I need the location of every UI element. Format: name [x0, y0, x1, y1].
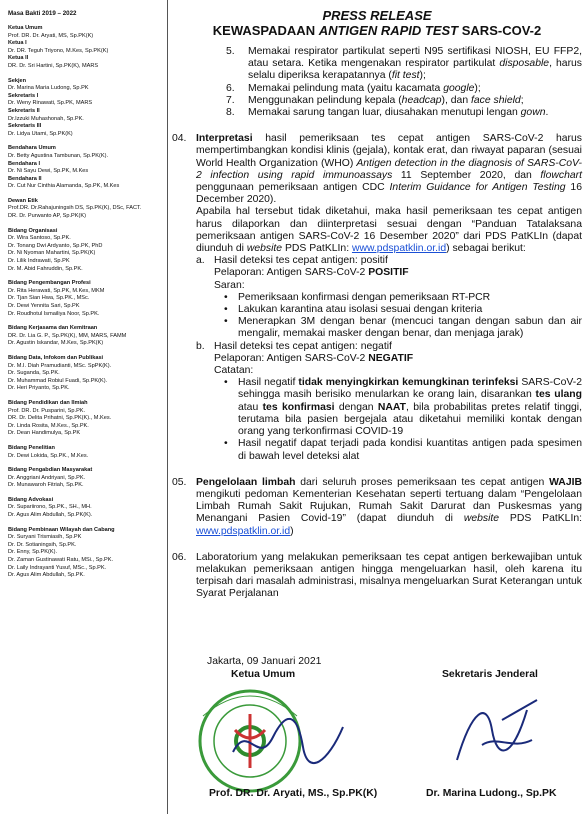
sidebar-group-title: Bidang Pengembangan Profesi — [8, 280, 91, 287]
sidebar-role: Sekretaris II — [8, 107, 40, 114]
sidebar-group — [8, 145, 167, 191]
doc-title: PRESS RELEASE — [322, 8, 432, 23]
sidebar-member: Dr. Betty Agustina Tambunan, Sp.PK(K). — [8, 152, 109, 159]
pdspatklin-link[interactable]: www.pdspatklin.or.id — [351, 243, 447, 255]
sidebar-group-title: Bidang Pendidikan dan Ilmiah — [8, 399, 88, 406]
sidebar-member: Dr. DR. Teguh Triyono, M.Kes, Sp.PK(K) — [8, 47, 109, 54]
signature-right — [442, 690, 552, 770]
sidebar-member: Dr. Lidya Utami, Sp.PK(K) — [8, 130, 73, 137]
sidebar-member: Dr. Suganda, Sp.PK. — [8, 370, 60, 377]
section-06: 06. Laboratorium yang melakukan pemeriksaan tes cepat antigen berkewajiban untuk melakukan pemeriksaan antigen hingga mengeluarkan hasil, oleh karena itu terpisah dari masalah administrasi, misalnya mengeluarkan Surat Keterangan untuk Syarat Perjalanan — [172, 551, 582, 600]
sidebar-group-title: Bidang Pembinaan Wilayah dan Cabang — [8, 526, 115, 533]
sidebar-group — [8, 228, 167, 274]
sidebar-member: Dr. Zaman Gustinawati Ratu, MSi., Sp.PK. — [8, 557, 114, 564]
sidebar-member: Dr. Lilik Indrawati, Sp.PK — [8, 258, 70, 265]
doc-subtitle: KEWASPADAAN ANTIGEN RAPID TEST SARS-COV-2 — [212, 23, 542, 38]
sidebar-group — [8, 400, 167, 438]
sidebar-member: Prof.DR. Dr.Rahajuningsih DS, Sp.PK(K), DSc, FACT. — [8, 205, 142, 212]
sidebar-group-title: Bidang Advokasi — [8, 496, 54, 503]
sidebar-member: DR. Dr. Sri Hartini, Sp.PK(K), MARS — [8, 62, 99, 69]
sidebar-role: Sekretaris III — [8, 123, 42, 130]
result-negative: b. Hasil deteksi tes cepat antigen: negatif Pelaporan: Antigen SARS-CoV-2 NEGATIF Catatan: — [196, 340, 414, 377]
sidebar-member: Dr. Dean Handimulya, Sp.PK — [8, 430, 81, 437]
sidebar-member: DR. Dr. Purwanto AP, Sp.PK(K) — [8, 213, 86, 220]
sidebar-group — [8, 355, 167, 393]
sidebar-group — [8, 325, 167, 348]
sidebar-board-list — [0, 0, 168, 814]
section-04-para2: Apabila hal tersebut tidak diketahui, maka hasil pemeriksaan tes cepat antigen harus dilaporkan dan diinterpretasi sesuai dengan “Panduan Tatalaksana pemeriksaan antigen SARS-CoV-2 16 Desember 2020” dari PDS PatKLIn (dapat diunduh di website PDS PatKLIn: www.pdspatklin.or.id) sebagai berikut: — [196, 206, 582, 255]
sidebar-member: Dr. Laily Indrayanti Yusuf, MSc., Sp.PK. — [8, 564, 107, 571]
signer-left-name: Prof. DR. Dr. Aryati, MS., Sp.PK(K) — [209, 788, 378, 799]
signer-right-name: Dr. Marina Ludong., Sp.PK — [426, 788, 557, 799]
list-item: • Menerapkan 3M dengan benar (mencuci tangan dengan sabun dan air mengalir, memakai masker dengan benar, dan menjaga jarak) — [224, 316, 582, 340]
sidebar-group-title: Dewan Etik — [8, 197, 38, 204]
list-item: 8. Memakai sarung tangan luar, diusahakan menutupi lengan gown. — [226, 107, 549, 119]
sidebar-member: Dr. Dewi Yennita Sari, Sp.PK — [8, 303, 80, 309]
sidebar-group — [8, 497, 167, 520]
list-item: • Pemeriksaan konfirmasi dengan pemeriksaan RT-PCR — [224, 291, 491, 303]
sidebar-member: Dr. Weny Rinawati, Sp.PK, MARS — [8, 100, 93, 107]
sidebar-member: Prof. DR. Dr. Aryati, MS, Sp.PK(K) — [8, 32, 94, 39]
sidebar-group-title: Bendahara Umum — [8, 145, 56, 152]
sidebar-member: Dr. Enny, Sp.PK(K). — [8, 549, 58, 556]
section-04: 04. Interpretasi hasil pemeriksaan tes cepat antigen SARS-CoV-2 harus mempertimbangkan kondisi klinis (gejala), kontak erat, dan riwayat paparan (sesuai World Health Organization (WHO) Antigen detection in the diagnosis of SARS-CoV-2 infection using rapid immunoassays 11 September 2020, dan flowchart penggunaan pemeriksaan antigen CDC Interim Guidance for Antigen Testing 16 December 2020). Apabila hal tersebut tidak diketahui, maka hasil pemeriksaan tes cepat antigen harus dilaporkan dan diinterpretasi sesuai dengan “Panduan Tatalaksana pemeriksaan antigen SARS-CoV-2 16 Desember 2020” dari PDS PatKLIn (dapat diunduh di website PDS PatKLIn: www.pdspatklin.or.id) sebagai berikut: a. Hasil deteksi tes cepat antigen: positif Pelaporan: Antigen SARS-CoV-2 POSITIF Saran: • Pemeriksaan konfirmasi dengan pemeriksaan RT-PCR • Lakukan karantina atau isolasi sesuai dengan kriteria • Menerapkan 3M dengan benar (mencuci tangan dengan sabun dan air mengalir, memakai masker dengan benar, dan menjaga jarak) b. Hasil deteksi tes cepat antigen: negatif Pelaporan: Antigen SARS-CoV-2 NEGATIF Catatan: • Hasil negatif tidak menyingkirkan kemungkinan terinfeksi SARS-CoV-2 sehingga masih berisiko menularkan ke orang lain, disarankan tes ulang atau tes konfirmasi dengan NAAT, bila probabilitas pretes relatif tinggi, terutama bila pasien bergejala atau diketahui memiliki kontak dengan orang yang terkonfirmasi COVID-19 • Hasil negatif dapat terjadi pada kondisi kuantitas antigen pada spesimen di bawah level deteksi alat — [172, 133, 583, 462]
sidebar-member: Dr. Cut Nur Cinthia Alamanda, Sp.PK, M.Kes — [8, 183, 120, 190]
sidebar-role: Bendahara I — [8, 160, 41, 167]
sidebar-header: Masa Bakti 2019 – 2022 — [8, 10, 77, 17]
sidebar-group-title: Bidang Penelitian — [8, 444, 55, 451]
role-right: Sekretaris Jenderal — [442, 669, 538, 680]
sidebar-member: Dr. Linda Rosita, M.Kes., Sp.PK. — [8, 422, 89, 429]
sidebar-member: Dr. Dewi Lokida, Sp.PK., M.Kes. — [8, 452, 89, 459]
sidebar-member: DR. Dr. Lia G. P., Sp.PK(K), MM, MARS, FAMM — [8, 332, 127, 339]
result-positive: a. Hasil deteksi tes cepat antigen: positif Pelaporan: Antigen SARS-CoV-2 POSITIF Saran: — [196, 255, 409, 291]
list-item: • Hasil negatif tidak menyingkirkan kemungkinan terinfeksi SARS-CoV-2 sehingga masih berisiko menularkan ke orang lain, disarankan tes ulang atau tes konfirmasi dengan NAAT, bila probabilitas pretes relatif tinggi, terutama bila pasien bergejala atau diketahui memiliki kontak dengan orang yang terkonfirmasi COVID-19 — [224, 377, 582, 438]
sidebar-member: Dr. Rita Herawati, Sp.PK, M.Kes, MKM — [8, 287, 105, 294]
role-left: Ketua Umum — [231, 669, 296, 680]
sidebar-group-title: Bidang Data, Infokom dan Publikasi — [8, 354, 104, 361]
sidebar-member: Dr. Heri Priyanto, Sp.PK. — [8, 385, 70, 392]
sidebar-group — [8, 280, 167, 318]
sidebar-member: Dr. Muhammad Robiul Fuadi, Sp.PK(K). — [8, 377, 108, 384]
sidebar-group — [8, 445, 167, 460]
sidebar-group — [8, 78, 167, 139]
sidebar-role: Sekretaris I — [8, 92, 39, 99]
sidebar-groups — [8, 25, 167, 580]
sidebar-member: Dr. Wira Santoso, Sp.PK. — [8, 235, 71, 242]
sidebar-member: Dr. Anggriani Andriyani, Sp.PK. — [8, 474, 86, 481]
sidebar-member: Dr. Munawaroh Fitriah, Sp.PK. — [8, 482, 84, 489]
sidebar-member: Dr. Tjan Sian Hwa, Sp.PK., MSc. — [8, 295, 90, 302]
sidebar-group — [8, 198, 167, 221]
sidebar-group — [8, 25, 167, 71]
sidebar-member: Dr. Agustin Iskandar, M.Kes, Sp.PK(K) — [8, 340, 104, 347]
section-05: 05. Pengelolaan limbah dari seluruh proses pemeriksaan tes cepat antigen WAJIB mengikuti pedoman Kementerian Kesehatan seperti tertuang dalam “Pengelolaan Limbah Rumah Sakit Rujukan, Rumah Sakit Darurat dan Puskesmas yang Menangani Pasien Covid-19” (dapat diunduh di website PDS PatKLIn: www.pdspatklin.or.id) — [172, 476, 582, 537]
sidebar-member: Dr. Tonang Dwi Ardyanto, Sp.PK, PhD — [8, 242, 103, 249]
sidebar-group-title: Sekjen — [8, 77, 27, 84]
sidebar-group — [8, 467, 167, 490]
sidebar-group-title: Ketua Umum — [8, 25, 43, 31]
list-item: 6. Memakai pelindung mata (yaitu kacamata google); — [226, 82, 481, 94]
list-item: • Hasil negatif dapat terjadi pada kondisi kuantitas antigen pada spesimen di bawah level deteksi alat — [224, 438, 582, 462]
sidebar-member: Dr. M. Abid Fahruddin, Sp.PK. — [8, 265, 83, 272]
list-item: 5. Memakai respirator partikulat seperti N95 sertifikasi NIOSH, EU FFP2, atau setara. Ketika mengenakan respirator partikulat disposable, harus selalu diperiksa kerapatannya (fit test); — [226, 46, 583, 82]
sidebar-member: Dr. Agus Alim Abdullah, Sp.PK. — [8, 572, 85, 579]
ppe-list — [172, 46, 582, 119]
sidebar-member: DR. Dr. Delita Prihatni, Sp.PK(K)., M.Kes. — [8, 415, 112, 422]
pdspatklin-link[interactable]: www.pdspatklin.or.id — [196, 525, 291, 537]
list-item: • Lakukan karantina atau isolasi sesuai dengan kriteria — [224, 304, 483, 316]
place-date: Jakarta, 09 Januari 2021 — [207, 656, 322, 667]
sidebar-member: Dr. Supariirono, Sp.PK., SH., MH. — [8, 504, 92, 511]
sidebar-role: Ketua II — [8, 55, 29, 62]
sidebar-role: Bendahara II — [8, 175, 42, 182]
sidebar-member: Dr. Marina Maria Ludong, Sp.PK — [8, 85, 89, 92]
sidebar-member: Dr. Ni Nyoman Mahartini, Sp.PK(K) — [8, 250, 96, 257]
sidebar-member: Dr. Ni Sayu Dewi, Sp.PK, M.Kes — [8, 168, 89, 175]
sidebar-role: Ketua I — [8, 40, 27, 47]
sidebar-group-title: Bidang Organisasi — [8, 227, 58, 234]
sidebar-group — [8, 527, 167, 580]
list-item: 7. Menggunakan pelindung kepala (headcap), dan face shield; — [226, 94, 524, 106]
sidebar-member: Prof. DR. Dr. Pusparini, Sp.PK. — [8, 407, 86, 414]
sidebar-member: Dr. M.I. Diah Pramudianti, MSc. SpPK(K). — [8, 362, 112, 369]
sidebar-member: Dr. Dr. Sotianingsih, Sp.PK. — [8, 541, 77, 548]
signature-left — [228, 712, 348, 772]
sidebar-member: Dr. Agus Alim Abdullah, Sp.PK(K). — [8, 512, 93, 519]
sidebar-member: Dr. Suryani Trismiasih, Sp.PK — [8, 534, 82, 541]
sidebar-member: Dr. Roudhotul Ismailiya Noor, Sp.PK. — [8, 310, 100, 317]
section-04-para1: Interpretasi hasil pemeriksaan tes cepat antigen SARS-CoV-2 harus mempertimbangkan kondisi klinis (gejala), kontak erat, dan riwayat paparan (sesuai World Health Organization (WHO) Antigen detection in the diagnosis of SARS-CoV-2 infection using rapid immunoassays 11 September 2020, dan flowchart penggunaan pemeriksaan antigen CDC Interim Guidance for Antigen Testing 16 December 2020). — [196, 133, 583, 206]
sidebar-group-title: Bidang Pengabdian Masyarakat — [8, 467, 93, 474]
sidebar-member: Dr.Izzuki Muhashonah, Sp.PK. — [8, 115, 84, 122]
sidebar-group-title: Bidang Kerjasama dan Kemitraan — [8, 325, 98, 332]
